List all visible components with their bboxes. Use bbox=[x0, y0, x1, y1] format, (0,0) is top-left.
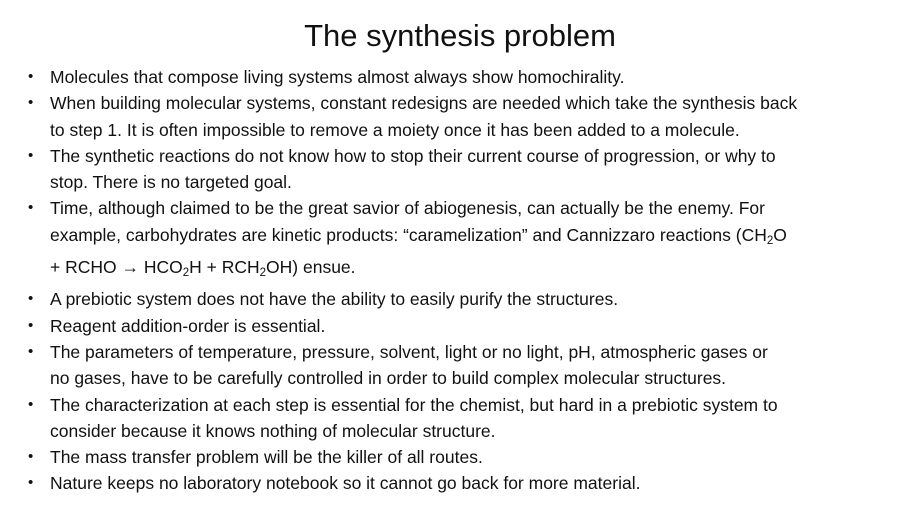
bullet-text-with-formula bbox=[50, 222, 906, 254]
bullet-text: The synthetic reactions do not know how to stop their current course of progression, or why to bbox=[50, 145, 776, 166]
subscript: 2 bbox=[259, 267, 267, 280]
subscript: 2 bbox=[182, 267, 190, 280]
bullet-text: When building molecular systems, constant redesigns are needed which take the synthesis back bbox=[50, 93, 798, 114]
bullet-item bbox=[26, 339, 906, 392]
bullet-text-with-formula bbox=[50, 254, 906, 286]
bullet-item bbox=[26, 90, 906, 143]
bullet-item bbox=[26, 286, 906, 312]
text-segment: + RCHO → HCO bbox=[50, 257, 183, 278]
bullet-icon: • bbox=[28, 68, 34, 85]
bullet-text: no gases, have to be carefully controlled in order to build complex molecular structures. bbox=[50, 368, 727, 389]
bullet-item bbox=[26, 143, 906, 196]
bullet-item bbox=[26, 313, 906, 339]
bullet-text: Reagent addition-order is essential. bbox=[50, 315, 326, 336]
slide-title: The synthesis problem bbox=[304, 18, 616, 53]
bullet-text: to step 1. It is often impossible to remove a moiety once it has been added to a molecule. bbox=[50, 119, 740, 140]
text-segment: H + RCH bbox=[189, 257, 260, 278]
bullet-item bbox=[26, 64, 906, 90]
bullet-text: Time, although claimed to be the great savior of abiogenesis, can actually be the enemy. For bbox=[50, 198, 765, 219]
bullet-text: The parameters of temperature, pressure, solvent, light or no light, pH, atmospheric gases or bbox=[50, 341, 768, 362]
bullet-text: Molecules that compose living systems almost always show homochirality. bbox=[50, 67, 625, 87]
bullet-item bbox=[26, 195, 906, 286]
bullet-icon: • bbox=[28, 146, 34, 164]
bullet-icon: • bbox=[28, 290, 34, 308]
bullet-text: Nature keeps no laboratory notebook so it cannot go back for more material. bbox=[50, 473, 641, 494]
bullet-icon: • bbox=[28, 199, 34, 217]
bullet-list bbox=[26, 64, 906, 497]
bullet-text: consider because it knows nothing of molecular structure. bbox=[50, 420, 496, 441]
text-segment: O bbox=[773, 224, 787, 245]
text-segment: OH) ensue. bbox=[266, 257, 356, 278]
bullet-text: stop. There is no targeted goal. bbox=[50, 172, 292, 193]
bullet-item bbox=[26, 470, 906, 496]
bullet-text: The characterization at each step is essential for the chemist, but hard in a prebiotic system to bbox=[50, 394, 778, 415]
bullet-icon: • bbox=[28, 316, 34, 334]
subscript: 2 bbox=[766, 234, 774, 247]
bullet-item bbox=[26, 444, 906, 470]
bullet-icon: • bbox=[28, 474, 34, 492]
text-segment: example, carbohydrates are kinetic products: “caramelization” and Cannizzaro reactions (CH bbox=[50, 224, 767, 245]
bullet-icon: • bbox=[28, 94, 34, 112]
bullet-icon: • bbox=[28, 448, 34, 466]
bullet-text: A prebiotic system does not have the ability to easily purify the structures. bbox=[50, 289, 619, 310]
bullet-icon: • bbox=[28, 342, 34, 360]
bullet-item bbox=[26, 392, 906, 445]
bullet-icon: • bbox=[28, 395, 34, 413]
bullet-text: The mass transfer problem will be the killer of all routes. bbox=[50, 447, 483, 468]
